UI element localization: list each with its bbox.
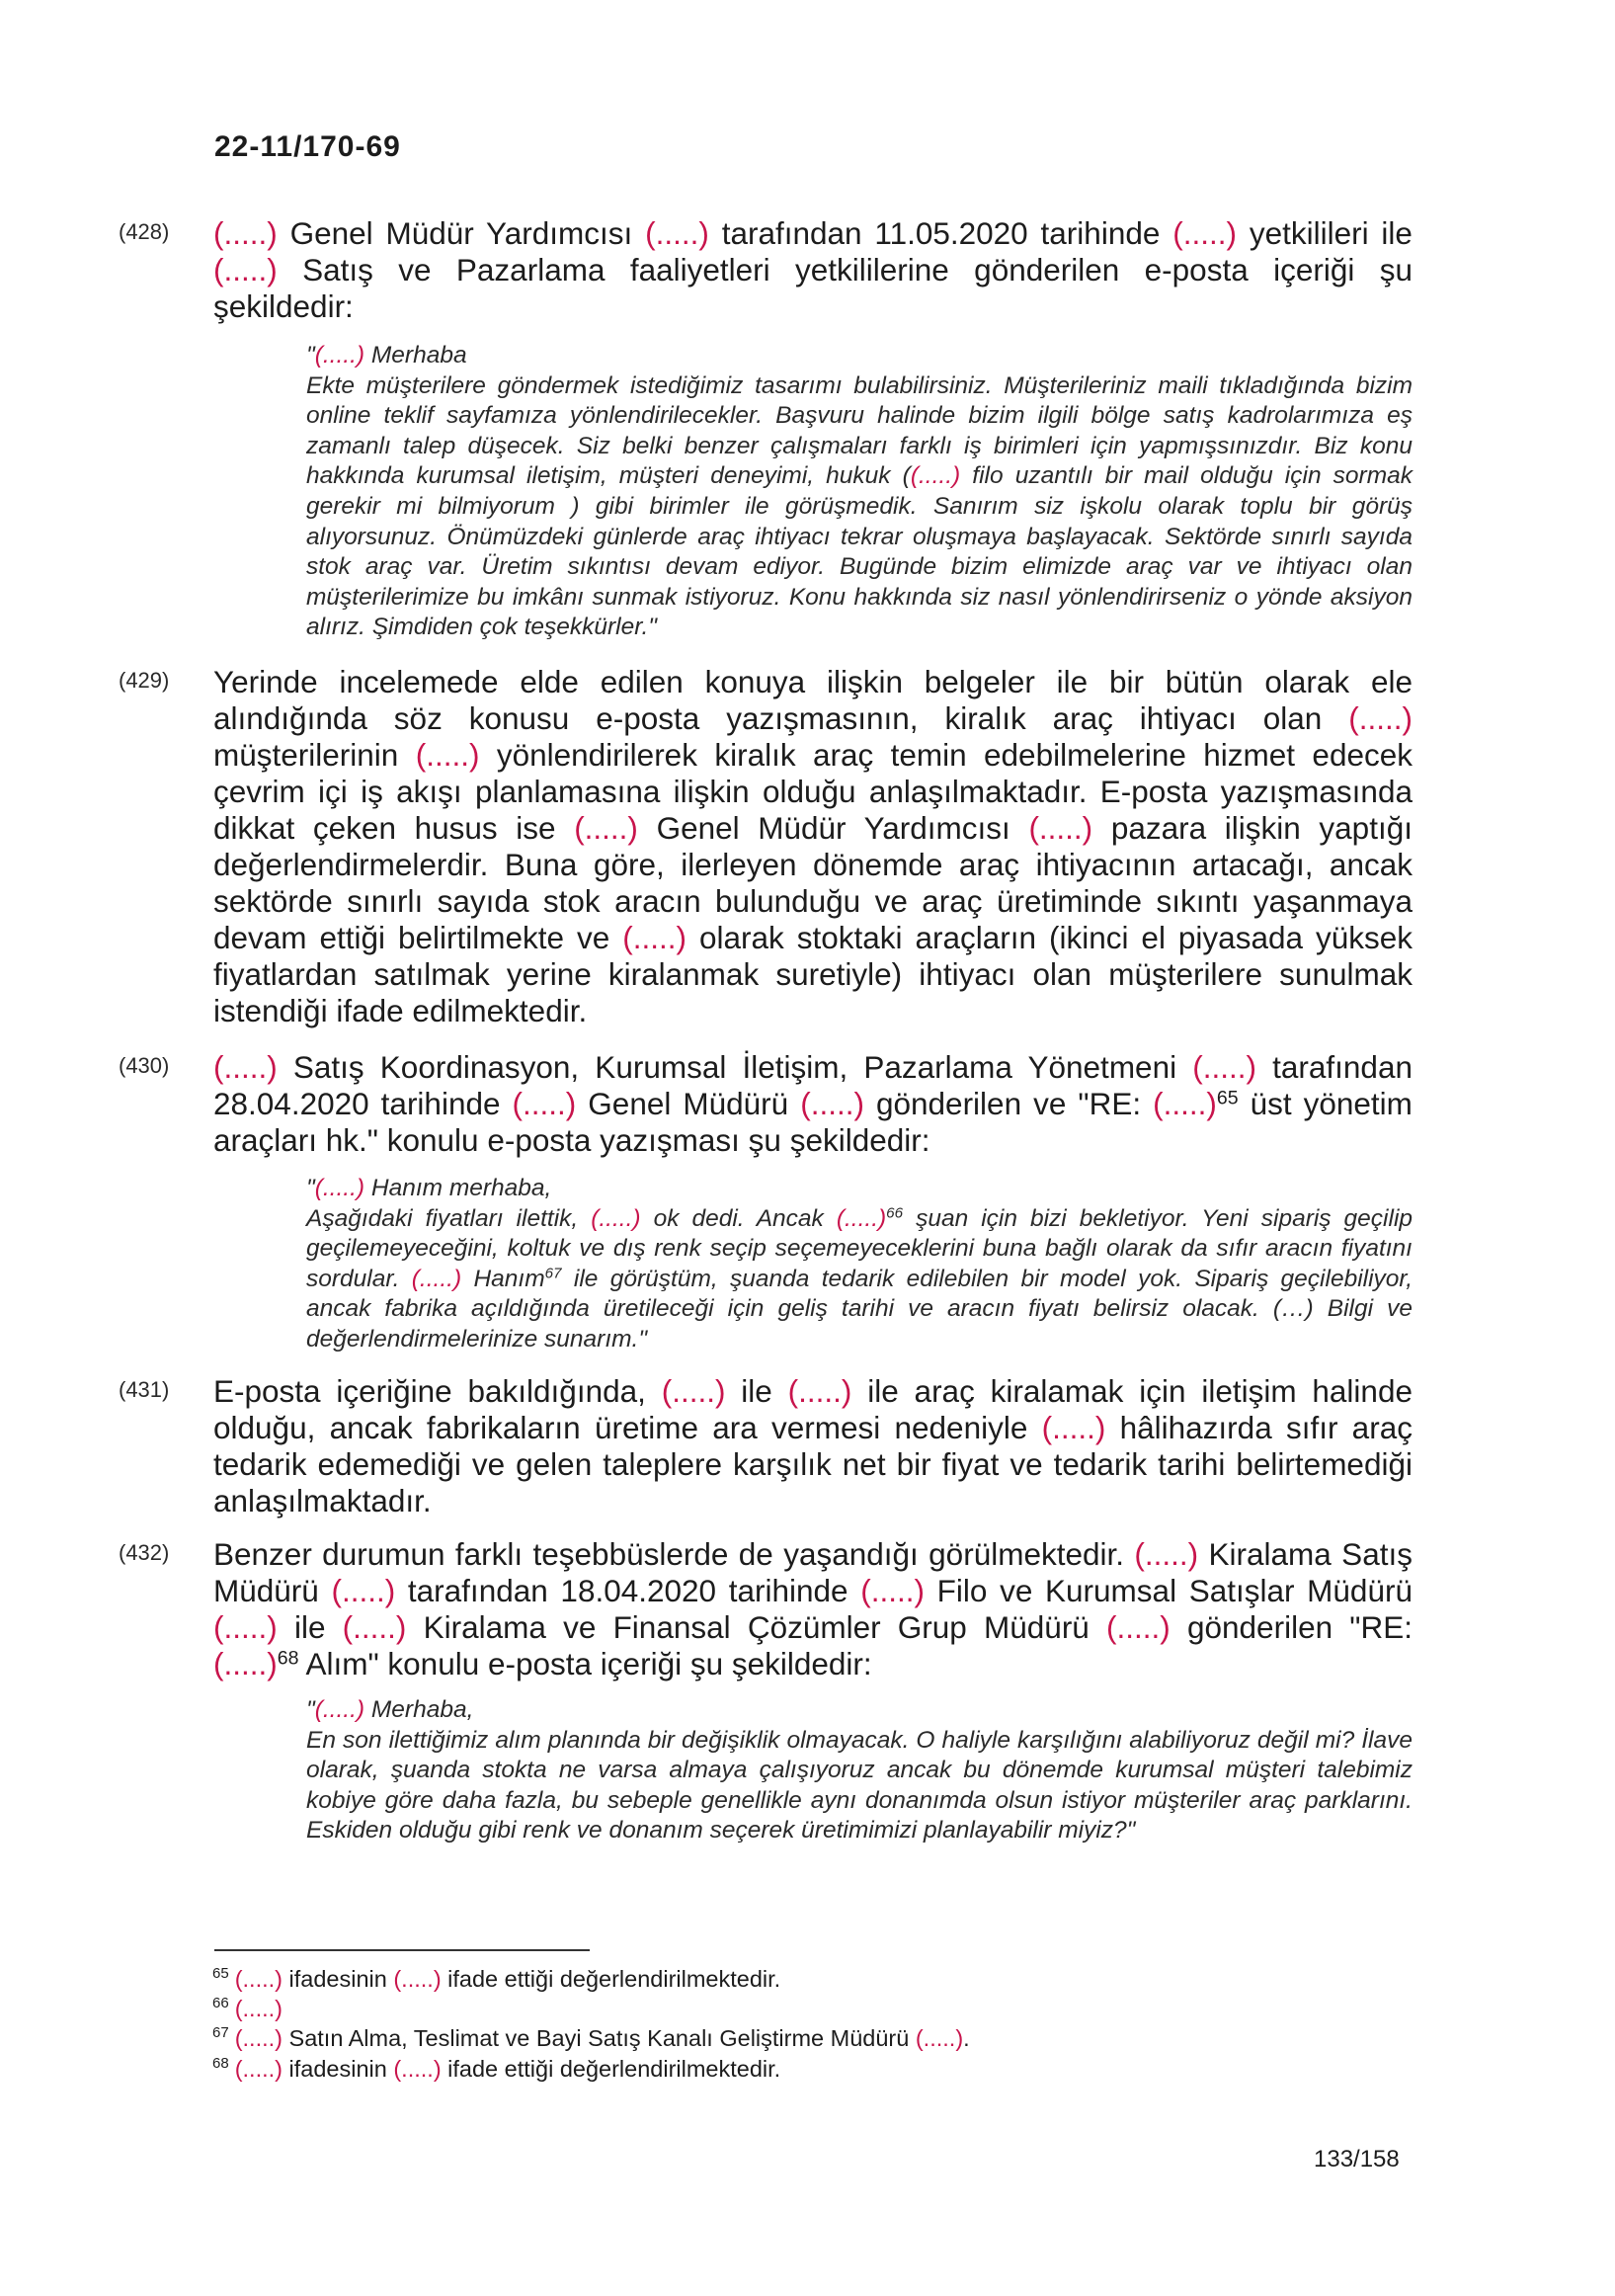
redaction-mark: (.....): [314, 342, 365, 369]
redaction-mark: (.....): [314, 1696, 365, 1723]
redaction-mark: (.....): [1106, 1609, 1171, 1645]
redaction-mark: (.....): [314, 1175, 365, 1201]
redaction-mark: (.....): [411, 1265, 462, 1292]
paragraph-number: (429): [119, 668, 170, 693]
redaction-mark: (.....): [1192, 1049, 1256, 1085]
paragraph-text: (.....) Satış Koordinasyon, Kurumsal İletişim, Pazarlama Yönetmeni (.....) tarafından 28.04.2020 tarihinde (.....) Genel Müdürü (.....) gönderilen ve "RE: (.....)$^{65}$ üst yönetim araçları hk." konulu e-posta yazışması şu şekildedir:: [213, 1049, 1413, 1158]
redaction-mark: (.....): [213, 1646, 278, 1681]
redaction-mark: (.....): [910, 462, 961, 490]
paragraph-number: (432): [119, 1540, 170, 1565]
redaction-mark: (.....): [234, 1966, 283, 1992]
paragraph-number: (431): [119, 1377, 170, 1402]
paragraph-432: [119, 1536, 1413, 1682]
redaction-mark: (.....): [393, 1966, 442, 1992]
document-number: 22-11/170-69: [214, 130, 401, 163]
redaction-mark: (.....): [213, 215, 278, 251]
redaction-mark: (.....): [213, 252, 278, 287]
redaction-mark: (.....): [512, 1086, 577, 1121]
email-quote-430: "(.....) Hanım merhaba, Aşağıdaki fiyatları ilettik, (.....) ok dedi. Ancak (.....)$^{66}$ şuan için bizi bekletiyor. Yeni sipariş geçilip geçilemeyeceğini, koltuk ve dış renk seçip seçemeyeceklerini buna bağlı olarak da sıfır aracın fiyatını sordular. (.....) Hanım$^{67}$ ile görüştüm, şuanda tedarik edilebilen bir model yok. Sipariş geçilebiliyor, ancak fabrika açıldığında üretileceği için geliş tarihi ve aracın fiyatı belirsiz olacak. (…) Bilgi ve değerlendirmelerinize sunarım.": [306, 1175, 1413, 1353]
redaction-mark: (.....): [1041, 1410, 1106, 1445]
redaction-mark: (.....): [860, 1573, 925, 1608]
redaction-mark: (.....): [234, 1996, 283, 2022]
footnote-66: $^{66}$ (.....): [212, 1995, 283, 2022]
redaction-mark: (.....): [342, 1609, 407, 1645]
redaction-mark: (.....): [415, 737, 480, 773]
redaction-mark: (.....): [1028, 810, 1093, 846]
footnotes: [212, 1964, 1398, 2084]
paragraph-text: (.....) Genel Müdür Yardımcısı (.....) tarafından 11.05.2020 tarihinde (.....) yetkilileri ile (.....) Satış ve Pazarlama faaliyetleri yetkililerine gönderilen e-posta içeriği şu şekildedir:: [213, 215, 1413, 324]
redaction-mark: (.....): [661, 1373, 726, 1409]
paragraph-text: Yerinde incelemede elde edilen konuya ilişkin belgeler ile bir bütün olarak ele alındığında söz konusu e-posta yazışmasının, kiralık araç ihtiyacı olan (.....) müşterilerinin (.....) yönlendirilerek kiralık araç temin edebilmelerine hizmet edecek çevrim içi iş akışı planlamasına ilişkin olduğu anlaşılmaktadır. E-posta yazışmasında dikkat çeken husus ise (.....) Genel Müdür Yardımcısı (.....) pazara ilişkin yaptığı değerlendirmelerdir. Buna göre, ilerleyen dönemde araç ihtiyacının artacağı, ancak sektörde sınırlı sayıda stok aracın bulunduğu ve araç üretiminde sıkıntı yaşanmaya devam ettiği belirtilmekte ve (.....) olarak stoktaki araçların (ikinci el piyasada yüksek fiyatlardan satılmak yerine kiralanmak suretiyle) ihtiyacı olan müşterilere sunulmak istendiği ifade edilmektedir.: [213, 664, 1413, 1028]
footnote-ref: 68: [277, 1647, 299, 1670]
footnote-65: $^{65}$ (.....) ifadesinin (.....) ifade ettiği değerlendirilmektedir.: [212, 1965, 781, 1992]
redaction-mark: (.....): [787, 1373, 852, 1409]
paragraph-number: (430): [119, 1053, 170, 1078]
redaction-mark: (.....): [915, 2025, 964, 2052]
paragraph-429: [119, 664, 1413, 1029]
redaction-mark: (.....): [331, 1573, 396, 1608]
email-quote-432: "(.....) Merhaba, En son ilettiğimiz alım planında bir değişiklik olmayacak. O haliyle karşılığını alabiliyoruz değil mi? İlave olarak, şuanda stokta ne varsa almaya çalışıyoruz ancak bu dönemde kurumsal müşteri talebimiz kobiye göre daha fazla, bu sebeple genellikle aynı donanımda olsun istiyor müşteriler araç parklarını. Eskiden olduğu gibi renk ve donanım seçerek üretimimizi planlayabilir miyiz?": [306, 1696, 1413, 1845]
redaction-mark: (.....): [213, 1609, 278, 1645]
footnote-ref: 66: [886, 1204, 904, 1222]
redaction-mark: (.....): [591, 1204, 641, 1232]
redaction-mark: (.....): [213, 1049, 278, 1085]
paragraph-430: [119, 1049, 1413, 1159]
email-quote-428: "(.....) Merhaba Ekte müşterilere göndermek istediğimiz tasarımı bulabilirsiniz. Müşterileriniz maili tıkladığında bizim online teklif sayfamıza yönlendirilecekler. Başvuru halinde bizim ilgili bölge satış kadrolarımıza eş zamanlı talep düşecek. Siz belki benzer çalışmaları farklı iş birimleri için yapmışsınızdır. Biz konu hakkında kurumsal iletişim, müşteri deneyimi, hukuk ((.....) filo uzantılı bir mail olduğu için sormak gerekir mi bilmiyorum ) gibi birimler ile görüşmedik. Sanırım siz işkolu olarak toplu bir görüş alıyorsunuz. Önümüzdeki günlerde araç ihtiyacı tekrar oluşmaya başlayacak. Sektörde sınırlı sayıda stok araç var. Üretim sıkıntısı devam ediyor. Bugünde bizim elimizde araç var ve ihtiyacı olan müşterilerimize bu imkânı sunmak istiyoruz. Konu hakkında siz nasıl yönlendirirseniz o yönde aksiyon alırız. Şimdiden çok teşekkürler.": [306, 342, 1413, 641]
paragraph-text: E-posta içeriğine bakıldığında, (.....) ile (.....) ile araç kiralamak için iletişim halinde olduğu, ancak fabrikaların üretime ara vermesi nedeniyle (.....) hâlihazırda sıfır araç tedarik edemediği ve gelen taleplere karşılık net bir fiyat ve tedarik tarihi belirtemediği anlaşılmaktadır.: [213, 1373, 1413, 1518]
redaction-mark: (.....): [836, 1204, 887, 1232]
paragraph-text: Benzer durumun farklı teşebbüslerde de yaşandığı görülmektedir. (.....) Kiralama Satış Müdürü (.....) tarafından 18.04.2020 tarihinde (.....) Filo ve Kurumsal Satışlar Müdürü (.....) ile (.....) Kiralama ve Finansal Çözümler Grup Müdürü (.....) gönderilen "RE: (.....)$^{68}$ Alım" konulu e-posta içeriği şu şekildedir:: [213, 1536, 1413, 1681]
footnote-ref: 65: [1216, 1087, 1239, 1109]
paragraph-431: [119, 1373, 1413, 1519]
redaction-mark: (.....): [622, 920, 686, 955]
redaction-mark: (.....): [1153, 1086, 1217, 1121]
redaction-mark: (.....): [234, 2025, 283, 2052]
footnote-68: $^{68}$ (.....) ifadesinin (.....) ifade ettiği değerlendirilmektedir.: [212, 2054, 781, 2082]
paragraph-number: (428): [119, 219, 170, 244]
footnote-ref: 67: [544, 1265, 562, 1282]
page-number: 133/158: [1314, 2146, 1400, 2173]
redaction-mark: (.....): [800, 1086, 864, 1121]
footnote-separator: [214, 1949, 590, 1951]
redaction-mark: (.....): [1172, 215, 1237, 251]
redaction-mark: (.....): [234, 2055, 283, 2082]
footnote-67: $^{67}$ (.....) Satın Alma, Teslimat ve Bayi Satış Kanalı Geliştirme Müdürü (.....).: [212, 2024, 970, 2052]
redaction-mark: (.....): [393, 2055, 442, 2082]
redaction-mark: (.....): [1134, 1536, 1199, 1572]
redaction-mark: (.....): [645, 215, 709, 251]
redaction-mark: (.....): [1348, 700, 1413, 736]
paragraph-428: [119, 215, 1413, 325]
redaction-mark: (.....): [574, 810, 638, 846]
